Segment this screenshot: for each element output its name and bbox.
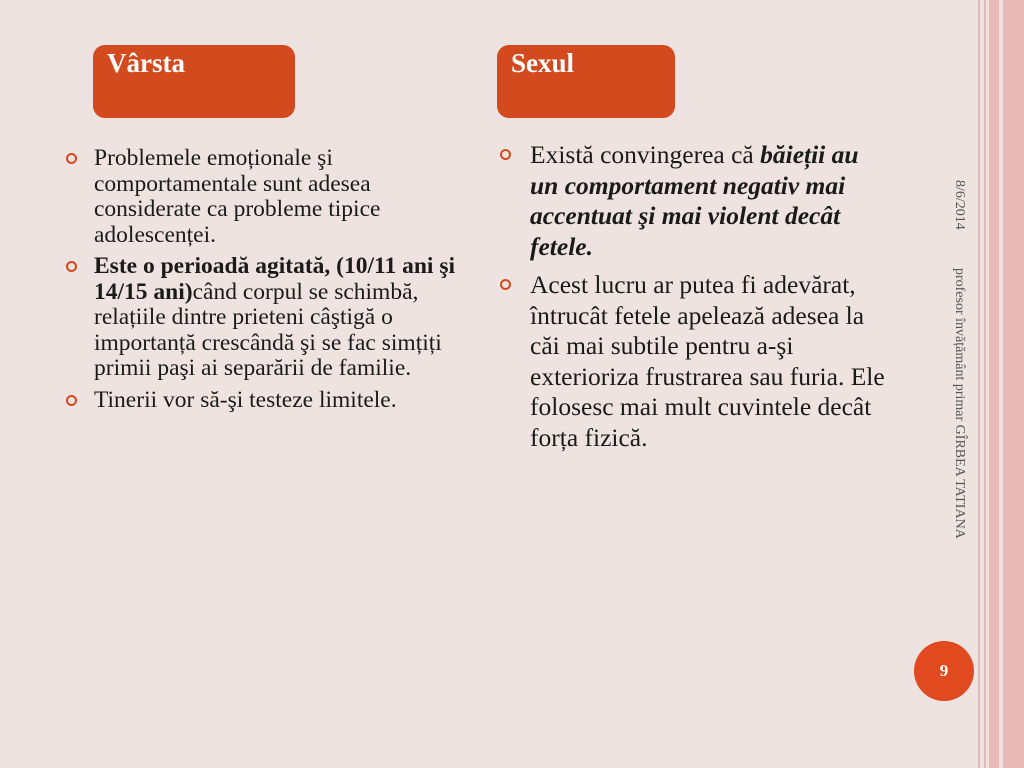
page-number-badge: 9 bbox=[914, 641, 974, 701]
list-item bbox=[500, 270, 890, 453]
list-item bbox=[66, 146, 461, 248]
bullet-circle-icon bbox=[66, 395, 77, 406]
bullet-bold-italic-text: băieții au un comportament negativ mai accentuat şi mai violent decât fetele. bbox=[530, 140, 859, 261]
bullet-text: Există convingerea că bbox=[530, 140, 761, 169]
left-bullet-list bbox=[66, 146, 461, 419]
list-item bbox=[66, 388, 461, 414]
footer-date: 8/6/2014 bbox=[952, 180, 967, 230]
bullet-circle-icon bbox=[66, 153, 77, 164]
footer-author: profesor învățământ primar GÎRBEA TATIANA bbox=[952, 268, 967, 539]
decor-stripe-line bbox=[984, 0, 986, 768]
bullet-bold-text: Este o perioadă agitată, (10/11 ani şi 14/15 ani) bbox=[94, 253, 455, 305]
header-sexul: Sexul bbox=[497, 45, 675, 118]
bullet-text: Tinerii vor să-şi testeze limitele. bbox=[94, 386, 397, 413]
bullet-text: Problemele emoționale şi comportamentale sunt adesea considerate ca probleme tipice adolescenței. bbox=[94, 145, 381, 248]
bullet-circle-icon bbox=[66, 261, 77, 272]
decor-stripe-band bbox=[989, 0, 999, 768]
header-varsta: Vârsta bbox=[93, 45, 295, 118]
list-item bbox=[66, 254, 461, 382]
right-bullet-list bbox=[500, 140, 890, 461]
decor-stripe-band bbox=[1003, 0, 1024, 768]
bullet-text: când corpul se schimbă, relațiile dintre prieteni câştigă o importanță crescândă şi se fac simțiți primii paşi ai separării de familie. bbox=[94, 278, 442, 381]
decor-stripe-line bbox=[978, 0, 980, 768]
bullet-circle-icon bbox=[500, 279, 511, 290]
bullet-text: Acest lucru ar putea fi adevărat, întrucât fetele apelează adesea la căi mai subtile pentru a-şi exterioriza frustrarea sau furia. Ele folosesc mai mult cuvintele decât forța fizică. bbox=[530, 270, 885, 452]
bullet-circle-icon bbox=[500, 149, 511, 160]
list-item bbox=[500, 140, 890, 262]
